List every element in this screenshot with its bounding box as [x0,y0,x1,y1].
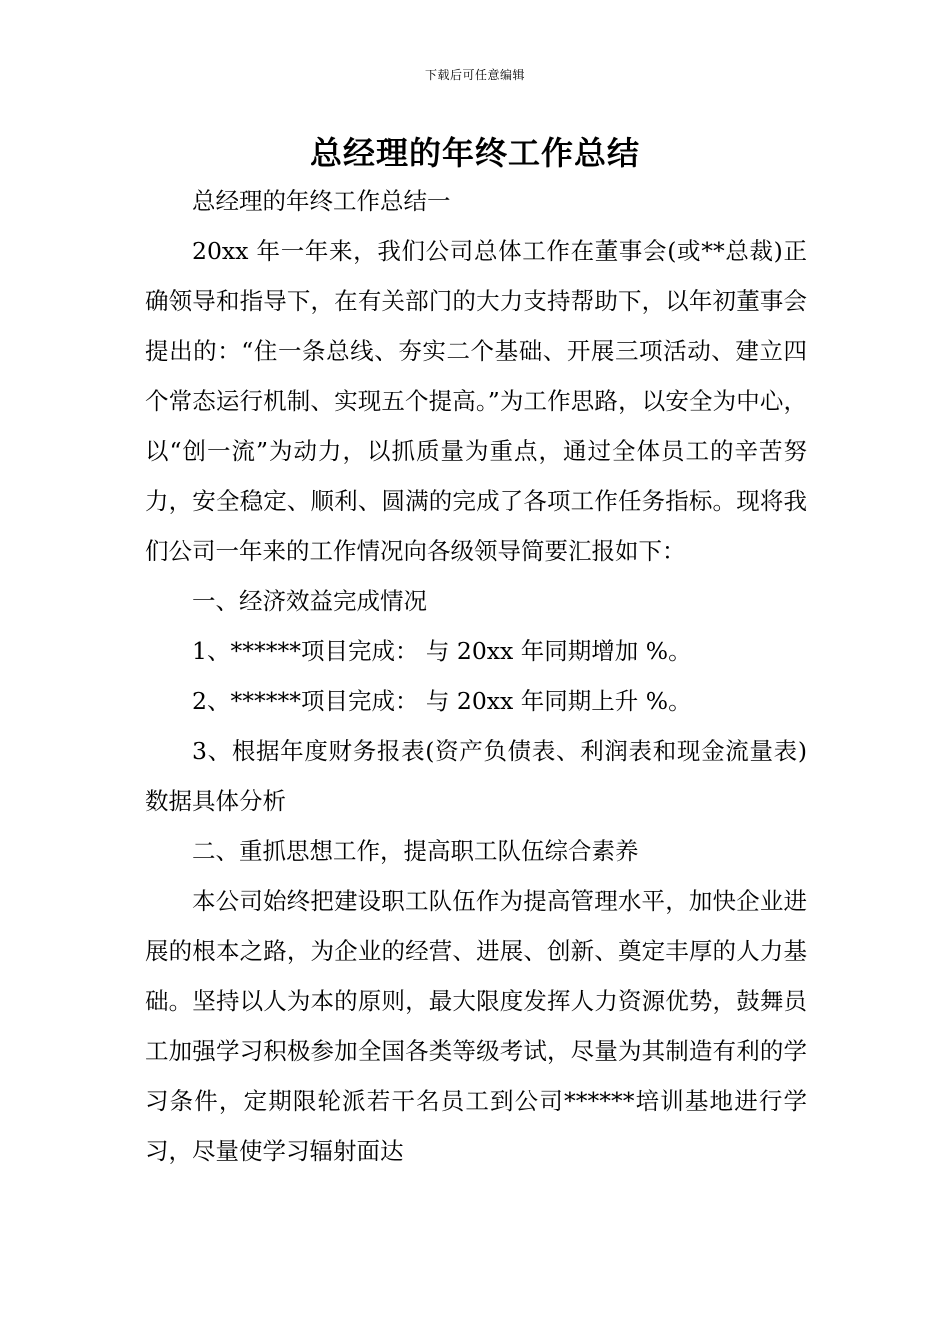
list-item-2: 2、******项目完成： 与 20xx 年同期上升 %。 [192,687,692,715]
list-item-1: 1、******项目完成： 与 20xx 年同期增加 %。 [192,637,692,665]
section-heading-staff: 二、重抓思想工作，提高职工队伍综合素养 [192,837,639,865]
document-body [145,176,807,1176]
list-item-3: 3、根据年度财务报表(资产负债表、利润表和现金流量表)数据具体分析 [145,737,807,815]
body-paragraph-staff: 本公司始终把建设职工队伍作为提高管理水平，加快企业进展的根本之路，为企业的经营、进展、创新、奠定丰厚的人力基础。坚持以人为本的原则，最大限度发挥人力资源优势，鼓舞员工加强学习积极参加全国各类等级考试，尽量为其制造有利的学习条件，定期限轮派若干名员工到公司******培训基地进行学习，尽量使学习辐射面达 [145,887,807,1165]
header-note: 下载后可任意编辑 [424,68,525,82]
body-paragraph-intro: 20xx 年一年来，我们公司总体工作在董事会(或**总裁)正确领导和指导下，在有关部门的大力支持帮助下，以年初董事会提出的：“住一条总线、夯实二个基础、开展三项活动、建立四个常态运行机制、实现五个提高。”为工作思路，以安全为中心，以“创一流”为动力，以抓质量为重点，通过全体员工的辛苦努力，安全稳定、顺利、圆满的完成了各项工作任务指标。现将我们公司一年来的工作情况向各级领导简要汇报如下： [145,237,807,565]
document-title: 总经理的年终工作总结 [309,134,640,172]
section-subtitle: 总经理的年终工作总结一 [192,187,451,215]
section-heading-economic: 一、经济效益完成情况 [192,587,427,615]
